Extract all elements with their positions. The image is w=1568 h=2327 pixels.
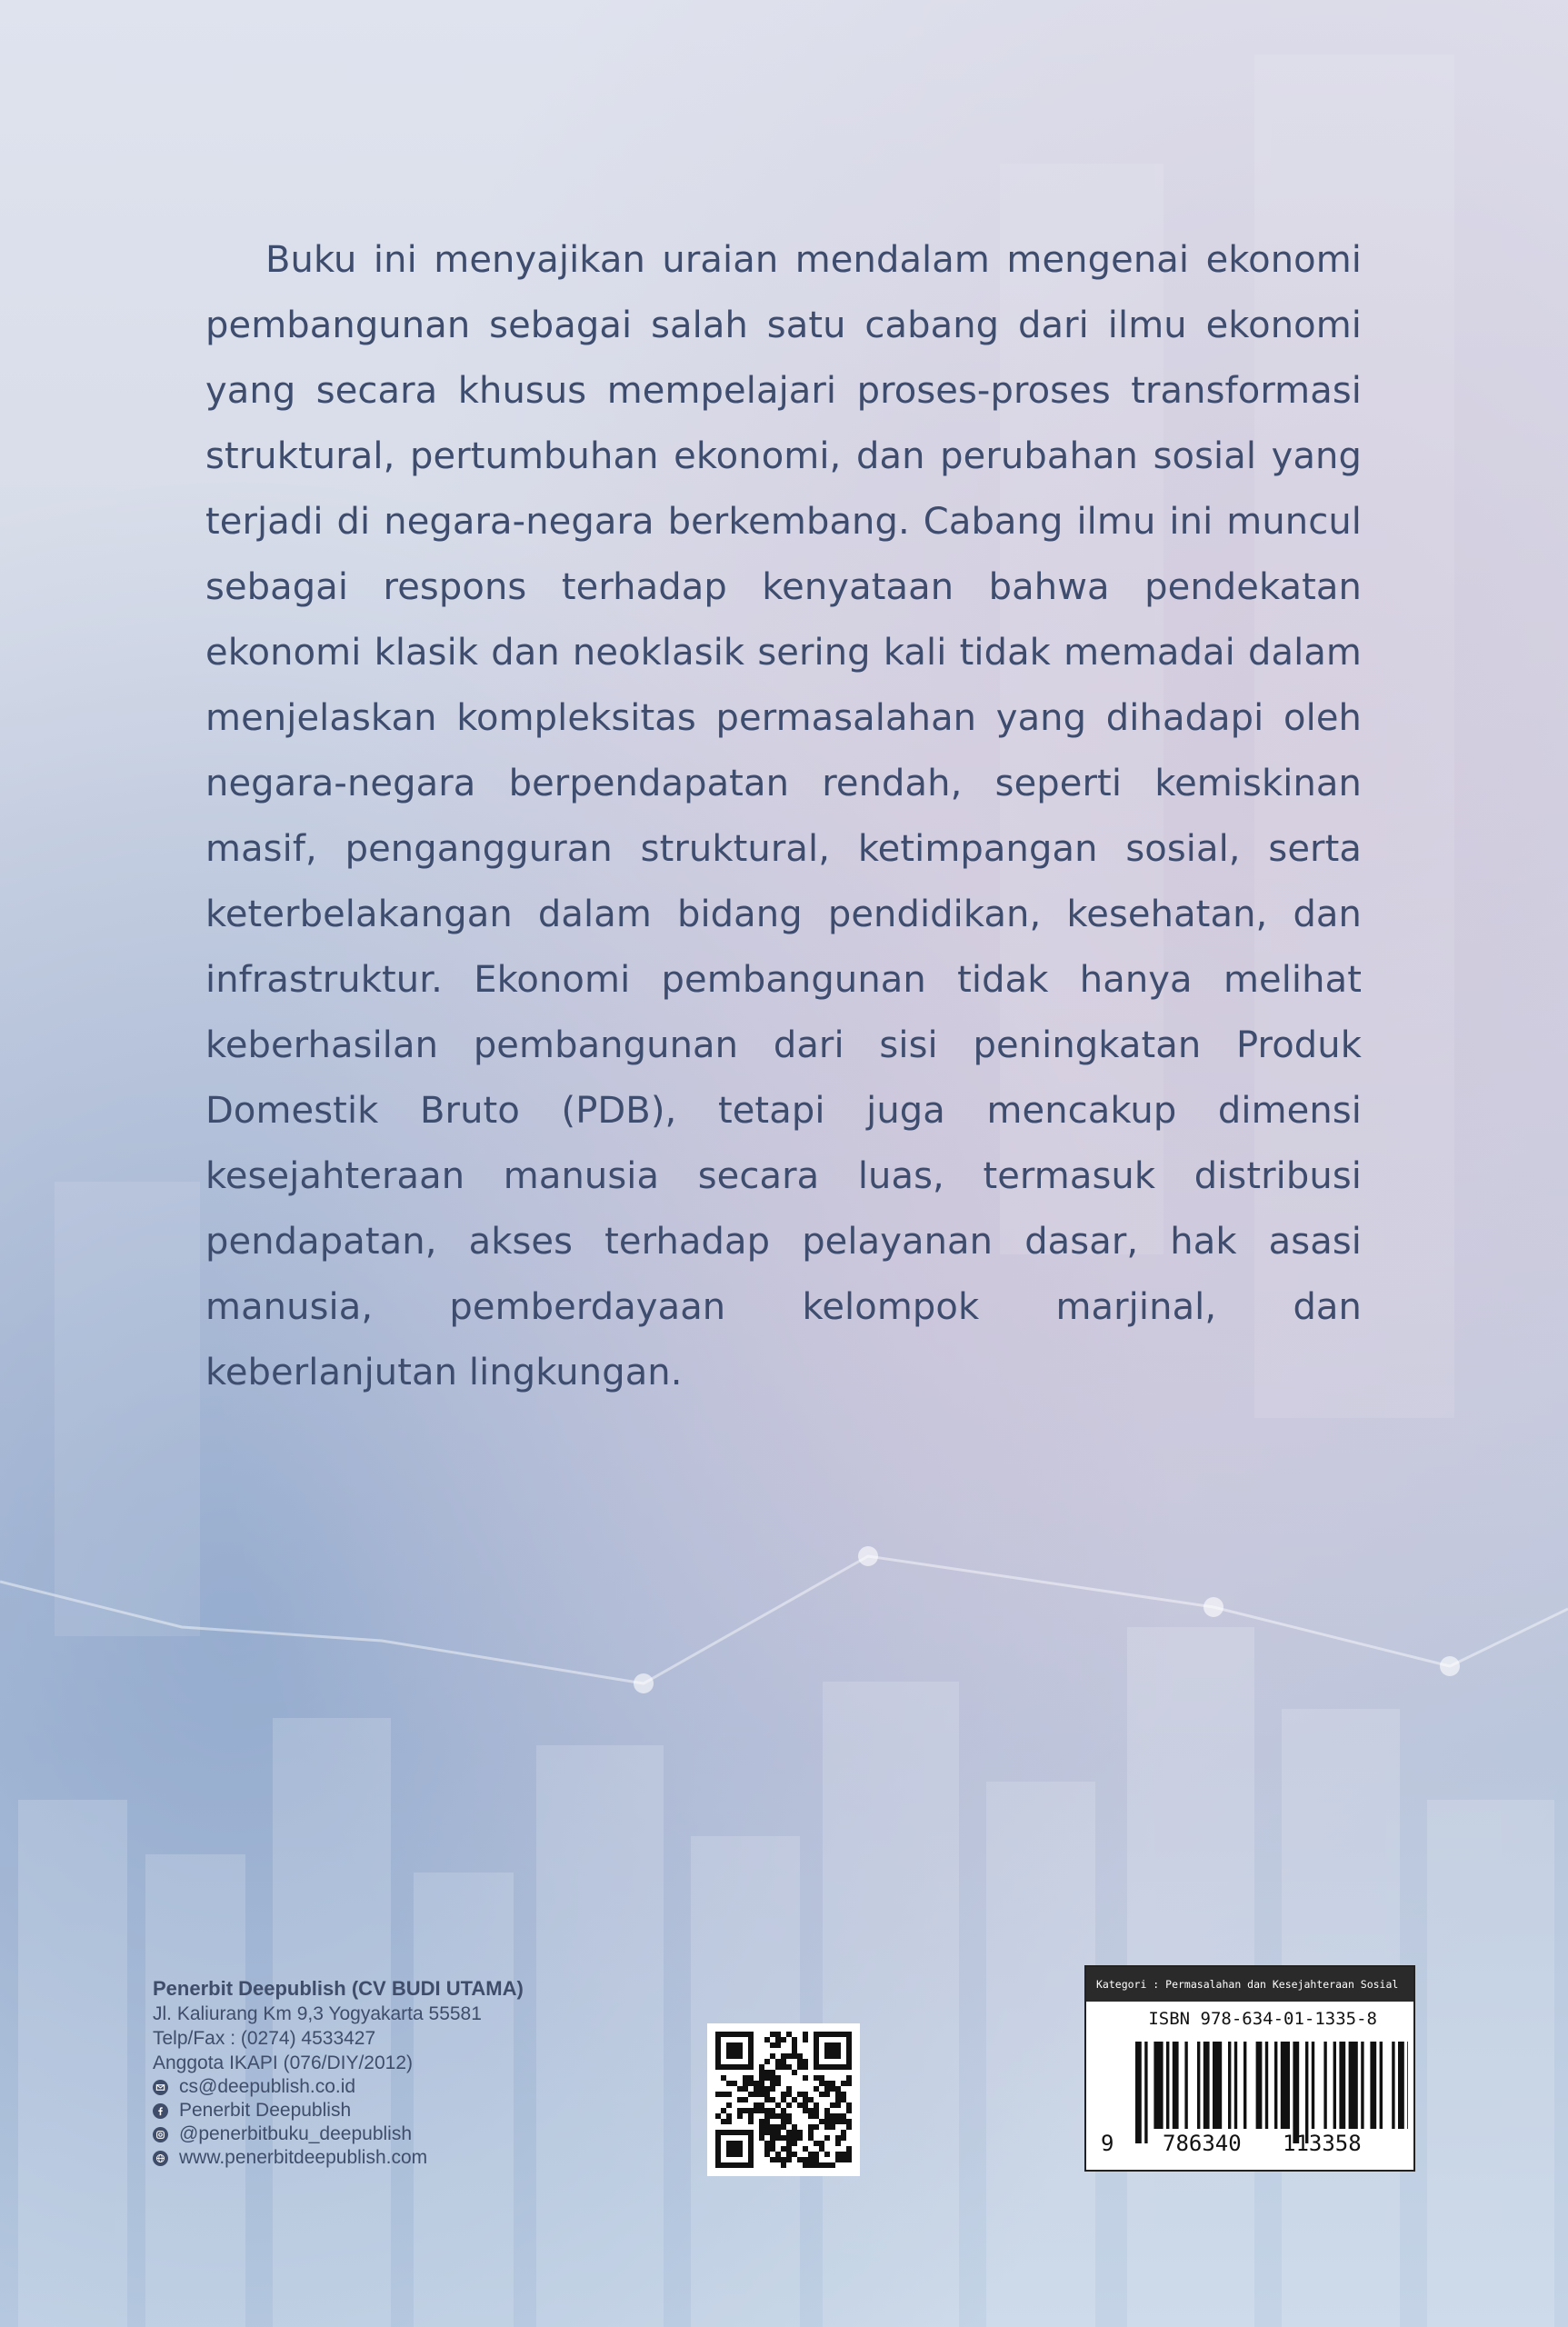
barcode-bars — [1135, 2042, 1408, 2143]
publisher-phone: Telp/Fax : (0274) 4533427 — [153, 2028, 376, 2049]
contact-facebook[interactable] — [153, 2099, 662, 2122]
isbn-number: ISBN 978-634-01-1335-8 — [1148, 2009, 1377, 2029]
barcode-digits-left: 786340 — [1163, 2131, 1242, 2156]
instagram-icon — [153, 2127, 168, 2142]
contact-website[interactable] — [153, 2146, 662, 2170]
facebook-icon — [153, 2103, 168, 2119]
contact-website-text: www.penerbitdeepublish.com — [179, 2147, 428, 2168]
publisher-info — [153, 1975, 662, 2170]
contact-facebook-text: Penerbit Deepublish — [179, 2100, 352, 2121]
email-icon — [153, 2080, 168, 2095]
category-label: Kategori : Permasalahan dan Kesejahteraan Sosial — [1086, 1967, 1413, 2002]
contact-instagram[interactable] — [153, 2122, 662, 2146]
globe-icon — [153, 2151, 168, 2166]
barcode-digits-right: 113358 — [1283, 2131, 1362, 2156]
isbn-barcode-label — [1084, 1965, 1415, 2172]
barcode-digit-lead: 9 — [1101, 2131, 1114, 2156]
contact-email[interactable] — [153, 2075, 662, 2099]
publisher-name: Penerbit Deepublish (CV BUDI UTAMA) — [153, 1977, 524, 2000]
qr-code[interactable] — [707, 2023, 860, 2176]
contact-instagram-text: @penerbitbuku_deepublish — [179, 2123, 413, 2144]
blurb-paragraph: Buku ini menyajikan uraian mendalam mengenai ekonomi pembangunan sebagai salah satu cabang dari ilmu ekonomi yang secara khusus mempelajari proses-proses transformasi struktural, pertumbuhan ekonomi, dan perubahan sosial yang terjadi di negara-negara berkembang. Cabang ilmu ini muncul sebagai respons terhadap kenyataan bahwa pendekatan ekonomi klasik dan neoklasik sering kali tidak memadai dalam menjelaskan kompleksitas permasalahan yang dihadapi oleh negara-negara berpendapatan rendah, seperti kemiskinan masif, pengangguran struktural, ketimpangan sosial, serta keterbelakangan dalam bidang pendidikan, kesehatan, dan infrastruktur. Ekonomi pembangunan tidak hanya melihat keberhasilan pembangunan dari sisi peningkatan Produk Domestik Bruto (PDB), tetapi juga mencakup dimensi kesejahteraan manusia secara luas, termasuk distribusi pendapatan, akses terhadap pelayanan dasar, hak asasi manusia, pemberdayaan kelompok marjinal, dan keberlanjutan lingkungan. — [205, 239, 1362, 1393]
publisher-address: Jl. Kaliurang Km 9,3 Yogyakarta 55581 — [153, 2003, 482, 2024]
contact-email-text: cs@deepublish.co.id — [179, 2076, 356, 2097]
publisher-ikapi: Anggota IKAPI (076/DIY/2012) — [153, 2052, 414, 2073]
